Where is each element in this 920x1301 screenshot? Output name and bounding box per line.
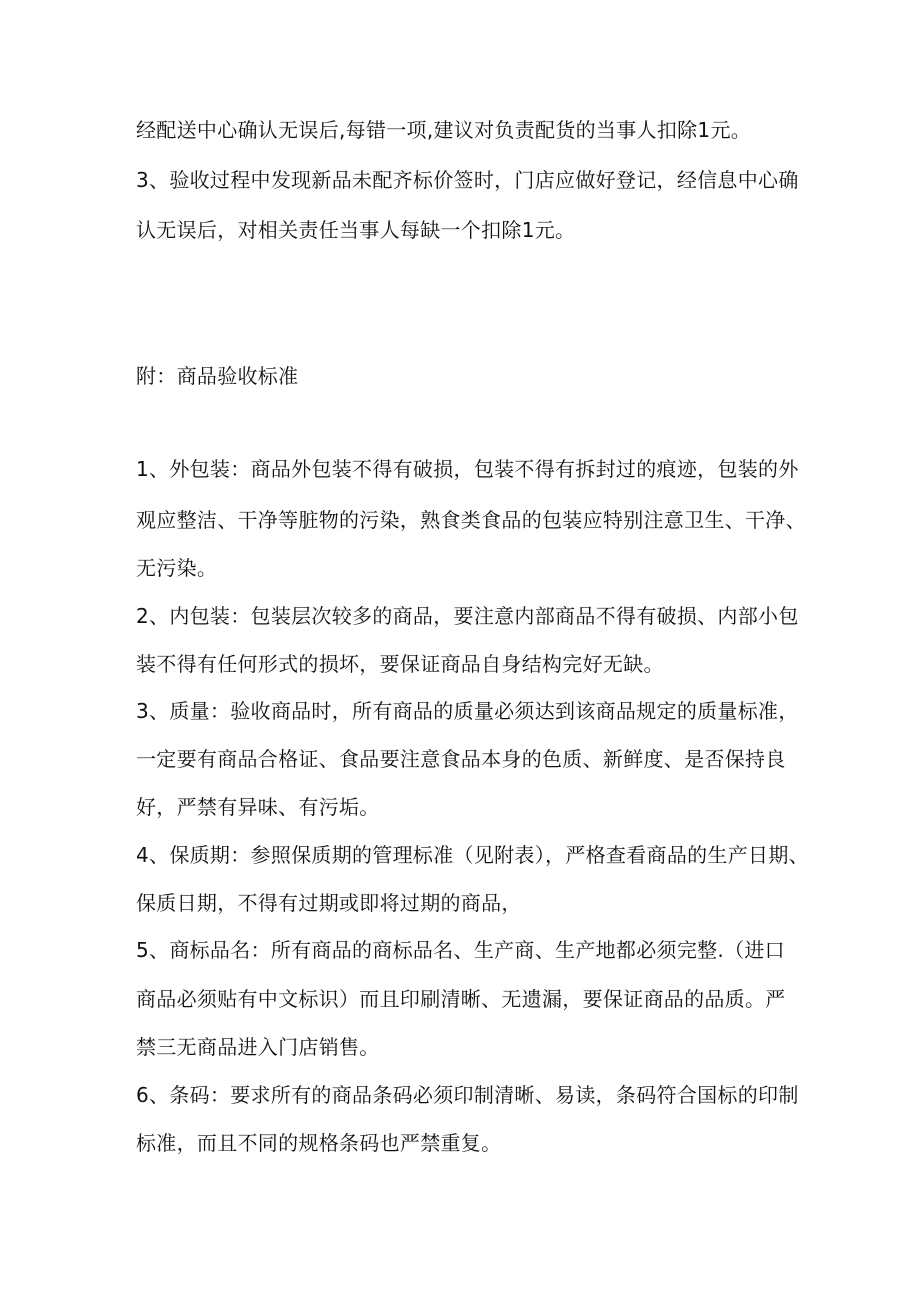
text-line: 3、质量：验收商品时，所有商品的质量必须达到该商品规定的质量标准， xyxy=(136,699,799,723)
text-line: 商品必须贴有中文标识）而且印刷清晰、无遗漏，要保证商品的品质。严 xyxy=(136,987,786,1011)
section-heading: 附：商品验收标准 xyxy=(136,364,299,388)
text-line: 标准，而且不同的规格条码也严禁重复。 xyxy=(136,1131,502,1155)
text-line: 保质日期，不得有过期或即将过期的商品， xyxy=(136,891,522,915)
text-line: 4、保质期：参照保质期的管理标准（见附表），严格查看商品的生产日期、 xyxy=(136,843,809,867)
text-line: 观应整洁、干净等脏物的污染，熟食类食品的包装应特别注意卫生、干净、 xyxy=(136,508,806,532)
text-line: 3、验收过程中发现新品未配齐标价签时，门店应做好登记，经信息中心确 xyxy=(136,168,799,192)
text-line: 2、内包装：包装层次较多的商品，要注意内部商品不得有破损、内部小包 xyxy=(136,604,799,628)
text-line: 禁三无商品进入门店销售。 xyxy=(136,1035,380,1059)
text-line: 好，严禁有异味、有污垢。 xyxy=(136,795,380,819)
text-line: 装不得有任何形式的损坏，要保证商品自身结构完好无缺。 xyxy=(136,652,664,676)
text-line: 一定要有商品合格证、食品要注意食品本身的色质、新鲜度、是否保持良 xyxy=(136,747,786,771)
text-line: 认无误后，对相关责任当事人每缺一个扣除1元。 xyxy=(136,218,576,242)
text-line: 1、外包装：商品外包装不得有破损，包装不得有拆封过的痕迹，包装的外 xyxy=(136,457,799,481)
text-line: 经配送中心确认无误后,每错一项,建议对负责配货的当事人扣除1元。 xyxy=(136,118,752,142)
text-line: 无污染。 xyxy=(136,556,218,580)
text-line: 5、商标品名：所有商品的商标品名、生产商、生产地都必须完整.（进口 xyxy=(136,938,785,962)
text-line: 6、条码：要求所有的商品条码必须印制清晰、易读，条码符合国标的印制 xyxy=(136,1083,799,1107)
